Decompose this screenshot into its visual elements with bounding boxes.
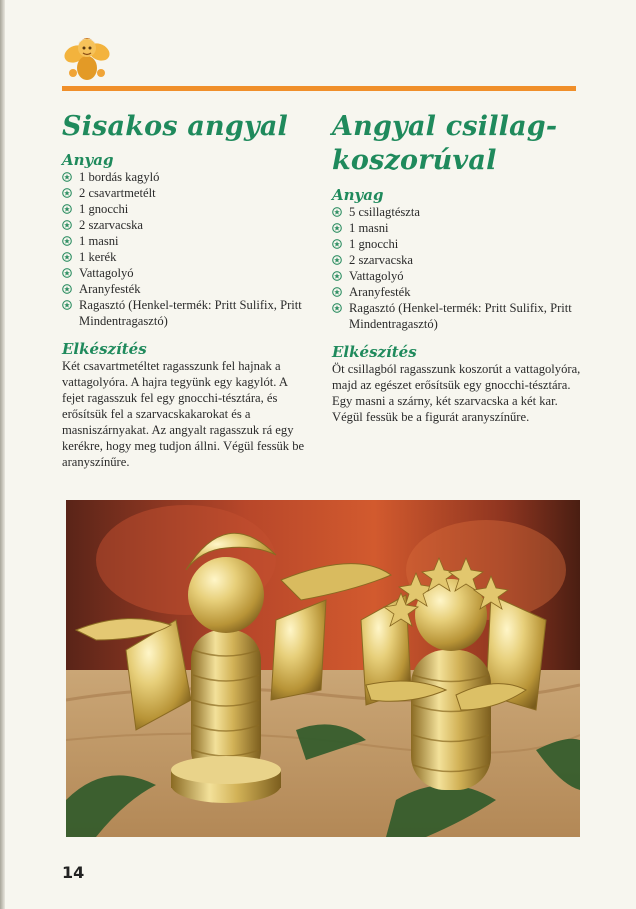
star-bullet-icon <box>62 188 72 198</box>
star-bullet-icon <box>62 300 72 310</box>
page-edge-shadow <box>0 0 5 909</box>
list-item: Ragasztó (Henkel-termék: Pritt Sulifix, Pritt Mindentragasztó) <box>62 297 310 329</box>
recipe-title-right <box>332 110 584 178</box>
star-bullet-icon <box>332 287 342 297</box>
page-number: 14 <box>62 863 85 882</box>
star-bullet-icon <box>332 223 342 233</box>
list-item: 1 bordás kagyló <box>62 169 310 185</box>
list-item: 5 csillagtészta <box>332 204 584 220</box>
list-item: 2 szarvacska <box>332 252 584 268</box>
star-bullet-icon <box>332 207 342 217</box>
list-item: Vattagolyó <box>62 265 310 281</box>
recipe-right <box>332 110 584 425</box>
materials-heading-right: Anyag <box>332 186 384 204</box>
method-heading-right: Elkészítés <box>332 343 417 361</box>
materials-heading-left: Anyag <box>62 151 114 169</box>
star-bullet-icon <box>332 271 342 281</box>
method-heading-left: Elkészítés <box>62 340 147 358</box>
materials-list-right <box>332 204 584 332</box>
star-bullet-icon <box>62 268 72 278</box>
orange-divider <box>62 86 576 91</box>
star-bullet-icon <box>62 220 72 230</box>
angel-figures-illustration <box>66 500 580 837</box>
star-bullet-icon <box>62 284 72 294</box>
recipe-title-right-line1: Angyal csillag- <box>332 111 558 142</box>
star-bullet-icon <box>62 172 72 182</box>
list-item: 1 kerék <box>62 249 310 265</box>
list-item: Ragasztó (Henkel-termék: Pritt Sulifix, Pritt Mindentragasztó) <box>332 300 584 332</box>
star-bullet-icon <box>62 236 72 246</box>
list-item: 1 masni <box>62 233 310 249</box>
recipe-left <box>62 110 310 470</box>
list-item: 1 gnocchi <box>332 236 584 252</box>
method-text-left: Két csavartmetéltet ragasszunk fel hajnak a vattagolyóra. A hajra tegyünk egy kagylót. A fejet ragasszuk fel egy gnocchi-tésztára, és erősítsük fel a szarvacskakarokat és a masniszárnyakat. Az angyalt ragasszuk rá egy kerékre, hogy meg tudjon állni. Végül fessük be aranyszínűre. <box>62 359 305 469</box>
star-bullet-icon <box>332 255 342 265</box>
list-item: 2 csavartmetélt <box>62 185 310 201</box>
star-bullet-icon <box>62 252 72 262</box>
pasta-angels-photo <box>66 500 580 837</box>
materials-list-left <box>62 169 310 329</box>
list-item: 1 gnocchi <box>62 201 310 217</box>
recipe-title-right-line2: koszorúval <box>332 145 497 176</box>
list-item: 2 szarvacska <box>62 217 310 233</box>
list-item: Aranyfesték <box>332 284 584 300</box>
list-item: Aranyfesték <box>62 281 310 297</box>
star-bullet-icon <box>332 303 342 313</box>
method-text-right: Öt csillagból ragasszunk koszorút a vattagolyóra, majd az egészet erősítsük egy gnocchi-tésztára. Egy masni a szárny, két szarvacska a két kar. Végül fessük be a figurát aranyszínűre. <box>332 362 581 424</box>
list-item: 1 masni <box>332 220 584 236</box>
star-bullet-icon <box>332 239 342 249</box>
angel-logo-icon <box>62 28 112 82</box>
recipe-title-left: Sisakos angyal <box>62 111 289 142</box>
star-bullet-icon <box>62 204 72 214</box>
list-item: Vattagolyó <box>332 268 584 284</box>
